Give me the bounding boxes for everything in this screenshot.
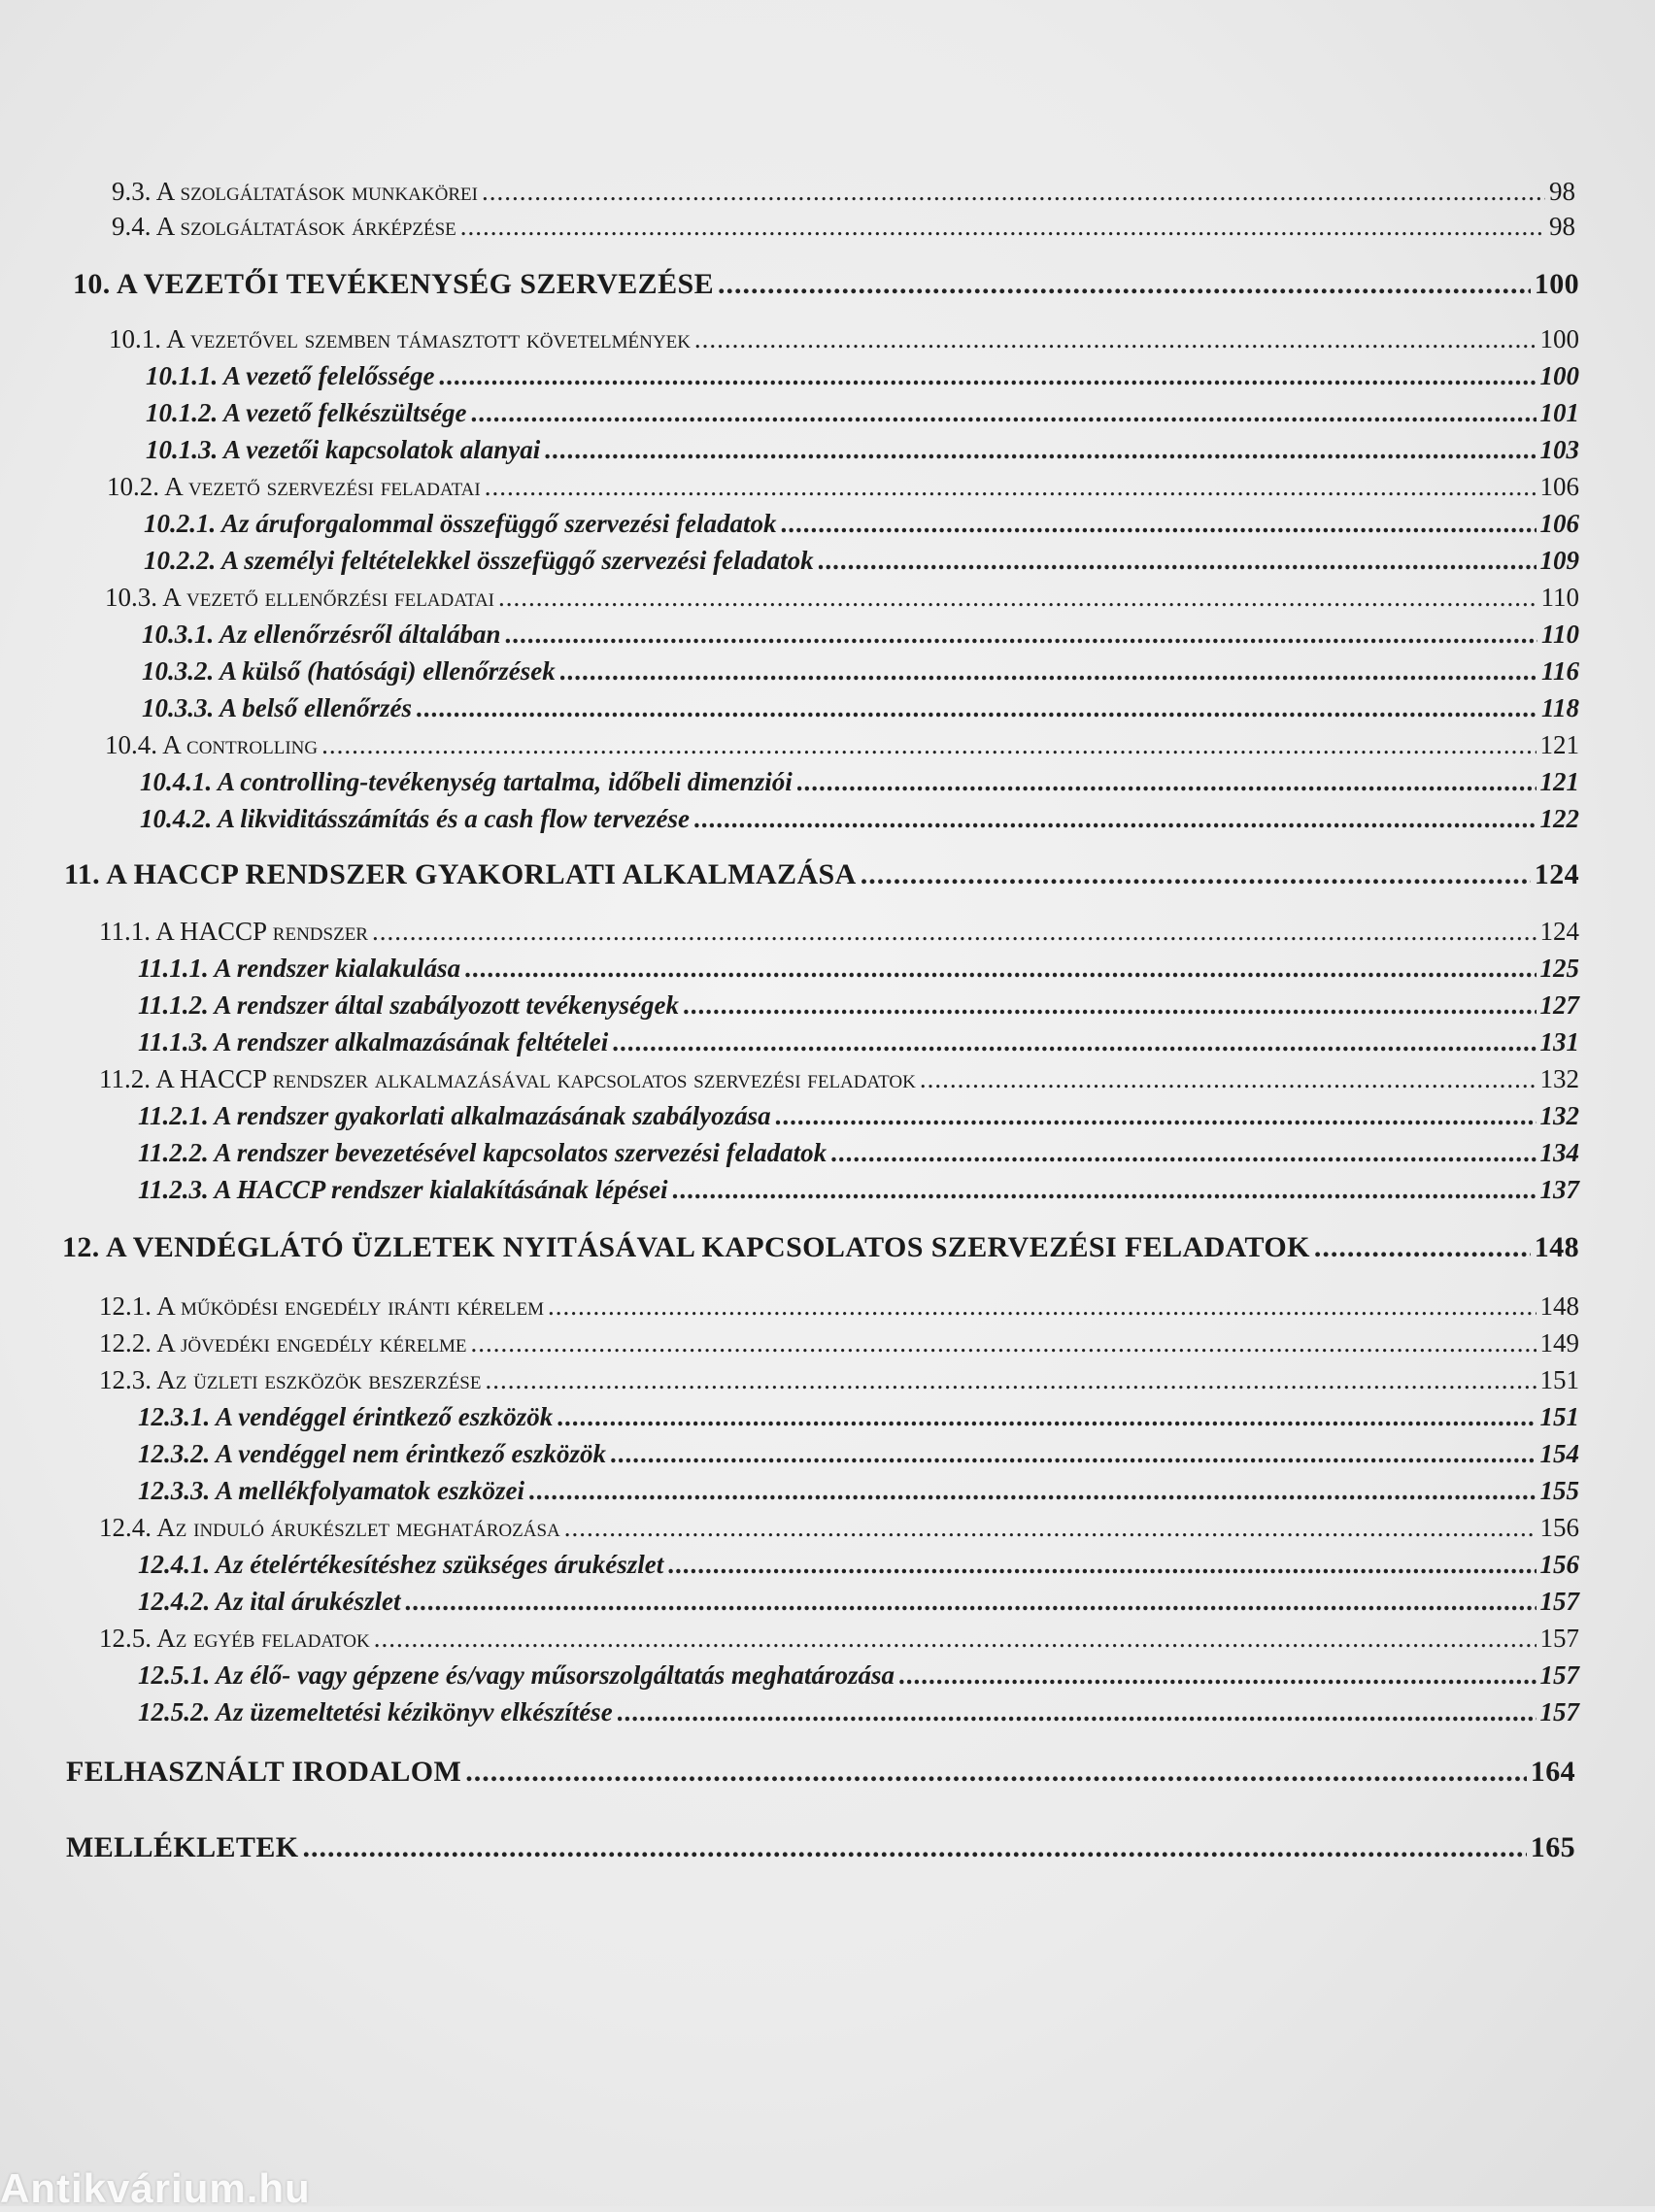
toc-entry-title: 12.1. A működési engedély iránti kérelem <box>99 1291 545 1321</box>
toc-entry-12-4-2 <box>138 1587 1579 1617</box>
toc-entry-10-2-2 <box>144 546 1579 576</box>
toc-entry-page: 125 <box>1539 954 1579 983</box>
toc-entry-title: 9.4. A szolgáltatások árképzése <box>112 212 456 241</box>
toc-entry-11-1 <box>99 917 1579 947</box>
toc-entry-10-4-2 <box>140 804 1579 834</box>
toc-entry-11-2-1 <box>138 1101 1579 1131</box>
toc-entry-11-2-2 <box>138 1138 1579 1168</box>
toc-entry-11-2-3 <box>138 1175 1579 1205</box>
toc-entry-title: 12.3.2. A vendéggel nem érintkező eszközök <box>138 1439 606 1468</box>
toc-entry-page: 121 <box>1539 730 1579 759</box>
toc-entry-title: 10.2.2. A személyi feltételekkel összefüggő szervezési feladatok <box>144 546 814 575</box>
toc-entry-page: 131 <box>1539 1027 1579 1056</box>
toc-entry-10-2-1 <box>144 509 1579 539</box>
toc-entry-12-4-1 <box>138 1550 1579 1580</box>
toc-entry-title: 12. A VENDÉGLÁTÓ ÜZLETEK NYITÁSÁVAL KAPCSOLATOS SZERVEZÉSI FELADATOK <box>62 1231 1310 1263</box>
toc-entry-page: 106 <box>1539 472 1579 501</box>
toc-entry-12-3 <box>99 1365 1579 1395</box>
toc-entry-10-3-2 <box>142 656 1579 687</box>
toc-entry-title: 10.4.2. A likviditásszámítás és a cash flow tervezése <box>140 804 690 833</box>
toc-entry-page: 148 <box>1539 1291 1579 1321</box>
toc-entry-page: 118 <box>1540 693 1579 722</box>
toc-entry-page: 127 <box>1539 990 1579 1020</box>
toc-entry-title: 10.4.1. A controlling-tevékenység tartalma, időbeli dimenziói <box>140 767 793 796</box>
toc-entry-10-1-1 <box>146 361 1579 391</box>
toc-entry-title: 10.2. A vezető szervezési feladatai <box>107 472 481 501</box>
toc-entry-title: 10.1. A vezetővel szemben támasztott követelmények <box>109 324 691 353</box>
toc-entry-10-4 <box>105 730 1579 760</box>
toc-entry-page: 100 <box>1539 324 1579 353</box>
toc-entry-page: 157 <box>1539 1660 1579 1690</box>
toc-entry-12-2 <box>99 1328 1579 1358</box>
toc-entry-page: 154 <box>1539 1439 1579 1468</box>
watermark: Antikvárium.hu <box>0 2165 311 2211</box>
toc-entry-11-1-3 <box>138 1027 1579 1057</box>
toc-entry-12-3-2 <box>138 1439 1579 1469</box>
toc-entry-12-1 <box>99 1291 1579 1322</box>
toc-entry-page: 148 <box>1534 1231 1579 1263</box>
toc-entry-10-4-1 <box>140 767 1579 797</box>
toc-entry-page: 156 <box>1539 1513 1579 1542</box>
toc-entry-title: FELHASZNÁLT IRODALOM <box>66 1756 462 1788</box>
toc-entry-10-1 <box>109 324 1579 354</box>
toc-entry-page: 109 <box>1539 546 1579 575</box>
toc-entry-10-1-2 <box>146 398 1579 428</box>
toc-entry-9-4 <box>112 212 1575 242</box>
toc-entry-page: 132 <box>1539 1064 1579 1093</box>
toc-entry-12-4 <box>99 1513 1579 1543</box>
toc-entry-title: 11.2.2. A rendszer bevezetésével kapcsolatos szervezési feladatok <box>138 1138 828 1167</box>
toc-entry-title: 10.1.2. A vezető felkészültsége <box>146 398 467 427</box>
toc-entry-page: 98 <box>1549 177 1575 206</box>
toc-entry-12-5-1 <box>138 1660 1579 1691</box>
toc-entry-page: 137 <box>1539 1175 1579 1204</box>
toc-entry-page: 156 <box>1539 1550 1579 1579</box>
toc-entry-title: 12.4. Az induló árukészlet meghatározása <box>99 1513 560 1542</box>
toc-entry-title: 10.1.1. A vezető felelőssége <box>146 361 435 390</box>
toc-entry-10-3-1 <box>142 620 1579 650</box>
toc-entry-page: 110 <box>1540 620 1579 649</box>
toc-chapter-irodalom <box>66 1756 1575 1789</box>
toc-entry-11-1-1 <box>138 954 1579 984</box>
toc-entry-page: 124 <box>1539 917 1579 946</box>
toc-entry-title: 10.2.1. Az áruforgalommal összefüggő szervezési feladatok <box>144 509 777 538</box>
toc-entry-page: 121 <box>1539 767 1579 796</box>
toc-entry-page: 124 <box>1534 858 1579 890</box>
toc-entry-12-5 <box>99 1624 1579 1654</box>
toc-entry-10-2 <box>107 472 1579 502</box>
toc-chapter-12 <box>62 1231 1579 1264</box>
toc-entry-title: 9.3. A szolgáltatások munkakörei <box>112 177 478 206</box>
toc-entry-title: 12.5.2. Az üzemeltetési kézikönyv elkészítése <box>138 1697 613 1726</box>
toc-entry-page: 155 <box>1539 1476 1579 1505</box>
toc-entry-11-2 <box>99 1064 1579 1094</box>
toc-entry-title: 10.4. A controlling <box>105 730 319 759</box>
toc-entry-title: 12.2. A jövedéki engedély kérelme <box>99 1328 467 1357</box>
toc-entry-title: 11.2.1. A rendszer gyakorlati alkalmazásának szabályozása <box>138 1101 771 1130</box>
toc-chapter-11 <box>64 858 1579 891</box>
toc-entry-title: 12.3.3. A mellékfolyamatok eszközei <box>138 1476 524 1505</box>
toc-entry-page: 151 <box>1539 1402 1579 1431</box>
toc-entry-page: 151 <box>1539 1365 1579 1394</box>
toc-entry-12-3-3 <box>138 1476 1579 1506</box>
toc-entry-page: 157 <box>1539 1587 1579 1616</box>
toc-entry-11-1-2 <box>138 990 1579 1021</box>
toc-entry-title: 12.5. Az egyéb feladatok <box>99 1624 370 1653</box>
toc-entry-title: 10.3. A vezető ellenőrzési feladatai <box>105 583 494 612</box>
toc-entry-title: 10. A VEZETŐI TEVÉKENYSÉG SZERVEZÉSE <box>73 268 714 300</box>
toc-entry-page: 110 <box>1540 583 1579 612</box>
toc-entry-title: 10.3.1. Az ellenőrzésről általában <box>142 620 501 649</box>
toc-entry-9-3 <box>112 177 1575 207</box>
toc-entry-page: 100 <box>1539 361 1579 390</box>
toc-entry-title: 11.2.3. A HACCP rendszer kialakításának lépései <box>138 1175 668 1204</box>
toc-entry-10-3-3 <box>142 693 1579 723</box>
toc-entry-title: 12.3.1. A vendéggel érintkező eszközök <box>138 1402 554 1431</box>
toc-entry-title: 12.4.1. Az ételértékesítéshez szükséges árukészlet <box>138 1550 664 1579</box>
toc-entry-page: 149 <box>1539 1328 1579 1357</box>
toc-entry-page: 165 <box>1530 1831 1575 1863</box>
toc-entry-page: 100 <box>1534 268 1579 300</box>
toc-entry-title: 12.3. Az üzleti eszközök beszerzése <box>99 1365 482 1394</box>
toc-entry-title: MELLÉKLETEK <box>66 1831 299 1863</box>
toc-entry-title: 11.2. A HACCP rendszer alkalmazásával kapcsolatos szervezési feladatok <box>99 1064 916 1093</box>
toc-entry-page: 157 <box>1539 1624 1579 1653</box>
toc-entry-10-1-3 <box>146 435 1579 465</box>
toc-entry-page: 134 <box>1539 1138 1579 1167</box>
toc-entry-page: 164 <box>1530 1756 1575 1788</box>
toc-entry-page: 122 <box>1539 804 1579 833</box>
toc-entry-page: 157 <box>1539 1697 1579 1726</box>
toc-entry-title: 11. A HACCP RENDSZER GYAKORLATI ALKALMAZÁSA <box>64 858 857 890</box>
toc-entry-page: 103 <box>1539 435 1579 464</box>
toc-entry-page: 132 <box>1539 1101 1579 1130</box>
toc-entry-title: 11.1.3. A rendszer alkalmazásának feltételei <box>138 1027 609 1056</box>
toc-chapter-10 <box>73 268 1579 301</box>
toc-entry-page: 106 <box>1539 509 1579 538</box>
toc-entry-title: 10.3.3. A belső ellenőrzés <box>142 693 413 722</box>
toc-entry-title: 10.1.3. A vezetői kapcsolatok alanyai <box>146 435 541 464</box>
toc-entry-page: 101 <box>1539 398 1579 427</box>
toc-entry-12-5-2 <box>138 1697 1579 1727</box>
toc-entry-title: 11.1. A HACCP rendszer <box>99 917 368 946</box>
toc-entry-title: 12.5.1. Az élő- vagy gépzene és/vagy műsorszolgáltatás meghatározása <box>138 1660 895 1690</box>
toc-entry-title: 12.4.2. Az ital árukészlet <box>138 1587 401 1616</box>
toc-chapter-mellekletek <box>66 1831 1575 1864</box>
toc-entry-title: 11.1.2. A rendszer által szabályozott tevékenységek <box>138 990 679 1020</box>
toc-entry-10-3 <box>105 583 1579 613</box>
toc-entry-12-3-1 <box>138 1402 1579 1432</box>
toc-entry-title: 11.1.1. A rendszer kialakulása <box>138 954 461 983</box>
toc-entry-page: 116 <box>1540 656 1579 686</box>
toc-entry-title: 10.3.2. A külső (hatósági) ellenőrzések <box>142 656 556 686</box>
toc-entry-page: 98 <box>1549 212 1575 241</box>
